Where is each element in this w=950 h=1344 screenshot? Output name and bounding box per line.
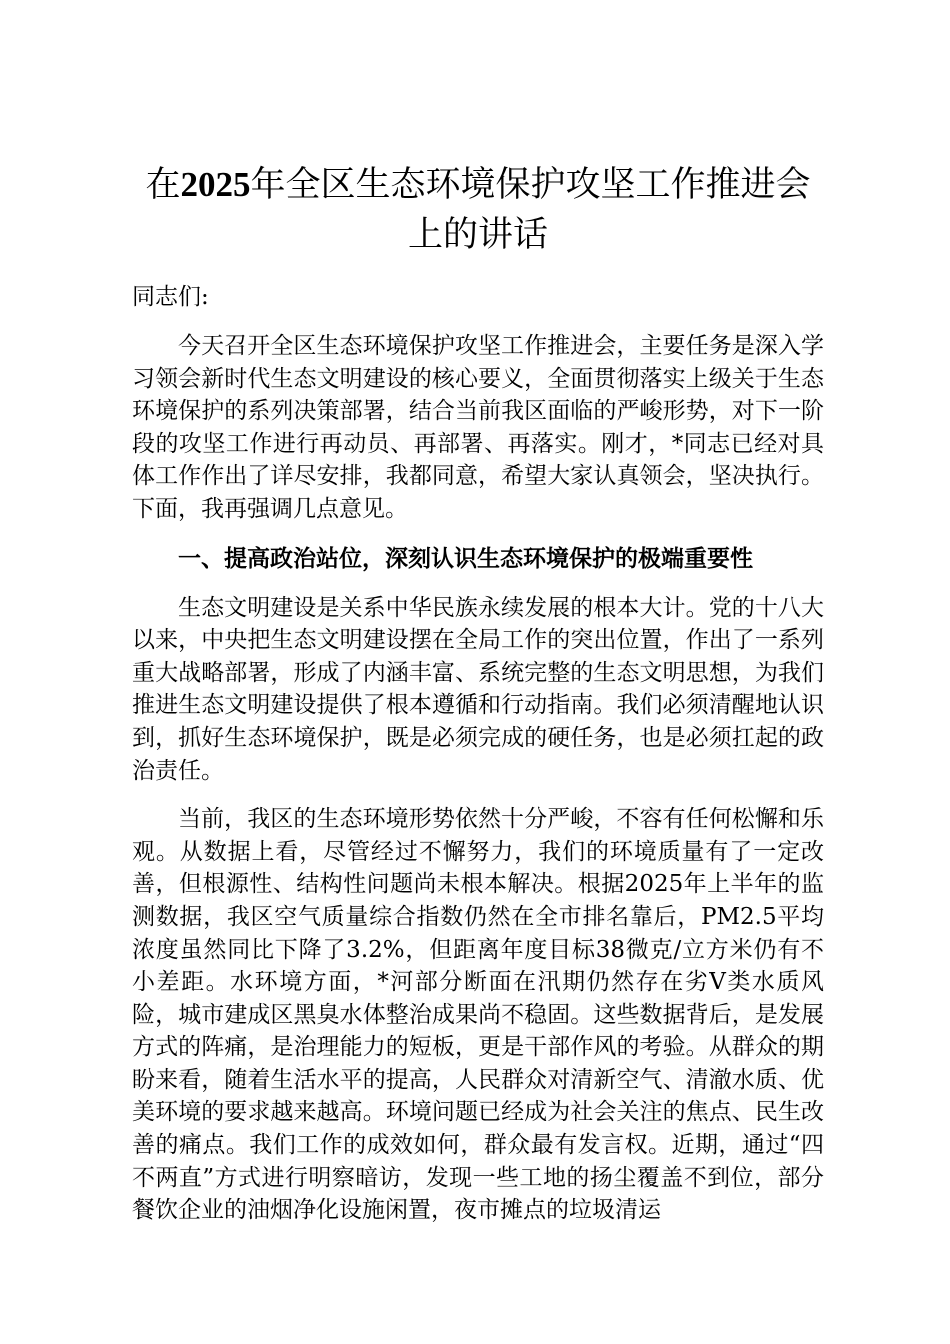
body-paragraph: 当前，我区的生态环境形势依然十分严峻，不容有任何松懈和乐观。从数据上看，尽管经过不懈努力，我们的环境质量有了一定改善，但根源性、结构性问题尚未根本解决。根据2025年上半年的监测数据，我区空气质量综合指数仍然在全市排名靠后，PM2.5平均浓度虽然同比下降了3.2%，但距离年度目标38微克/立方米仍有不小差距。水环境方面，*河部分断面在汛期仍然存在劣V类水质风险，城市建成区黑臭水体整治成果尚不稳固。这些数据背后，是发展方式的阵痛，是治理能力的短板，更是干部作风的考验。从群众的期盼来看，随着生活水平的提高，人民群众对清新空气、清澈水质、优美环境的要求越来越高。环境问题已经成为社会关注的焦点、民生改善的痛点。我们工作的成效如何，群众最有发言权。近期，通过“四不两直”方式进行明察暗访，发现一些工地的扬尘覆盖不到位，部分餐饮企业的油烟净化设施闲置，夜市摊点的垃圾清运 — [132, 806, 824, 1224]
greeting: 同志们: — [132, 284, 209, 310]
body-paragraph: 生态文明建设是关系中华民族永续发展的根本大计。党的十八大以来，中央把生态文明建设摆在全局工作的突出位置，作出了一系列重大战略部署，形成了内涵丰富、系统完整的生态文明思想，为我们推进生态文明建设提供了根本遵循和行动指南。我们必须清醒地认识到，抓好生态环境保护，既是必须完成的硬任务，也是必须扛起的政治责任。 — [132, 594, 824, 784]
document-page — [132, 160, 824, 1227]
intro-paragraph: 今天召开全区生态环境保护攻坚工作推进会，主要任务是深入学习领会新时代生态文明建设的核心要义，全面贯彻落实上级关于生态环境保护的系列决策部署，结合当前我区面临的严峻形势，对下一阶段的攻坚工作进行再动员、再部署、再落实。刚才，*同志已经对具体工作作出了详尽安排，我都同意，希望大家认真领会，坚决执行。下面，我再强调几点意见。 — [132, 333, 824, 522]
title-prefix: 在 — [145, 165, 181, 205]
document-title — [132, 160, 824, 260]
title-year: 2025 — [180, 165, 251, 204]
section-heading: 一、提高政治站位，深刻认识生态环境保护的极端重要性 — [178, 545, 753, 572]
title-suffix: 年全区生态环境保护攻坚工作推进会上的讲话 — [250, 165, 811, 255]
